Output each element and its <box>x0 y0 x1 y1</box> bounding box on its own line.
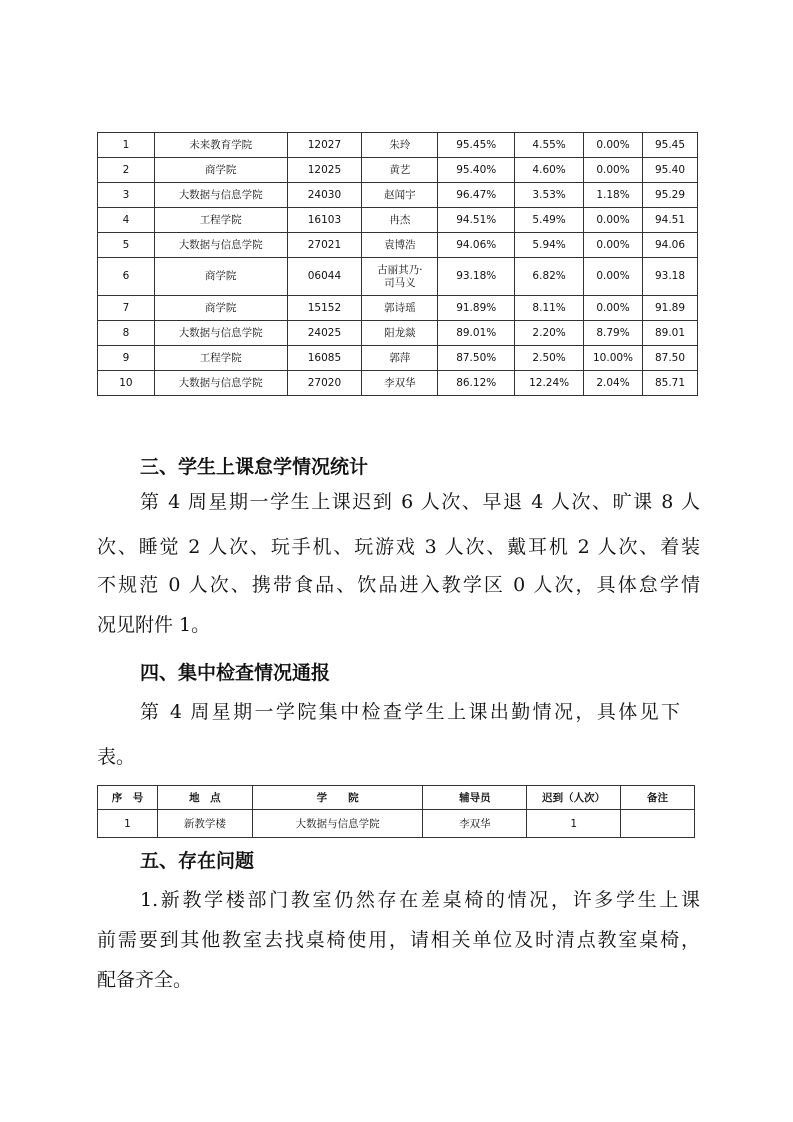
table-cell: 0.00% <box>584 133 643 158</box>
table-cell: 27021 <box>287 233 362 258</box>
table-cell: 0.00% <box>584 296 643 321</box>
table-cell: 95.45 <box>643 133 698 158</box>
table-cell: 未来教育学院 <box>154 133 287 158</box>
section3-line: 第 4 周星期一学生上课迟到 6 人次、早退 4 人次、旷课 8 人 <box>140 491 700 513</box>
table-header-cell: 序 号 <box>98 786 158 810</box>
table-cell: 89.01 <box>643 321 698 346</box>
table-cell: 2.50% <box>515 346 584 371</box>
section3-line: 次、睡觉 2 人次、玩手机、玩游戏 3 人次、戴耳机 2 人次、着装 <box>97 536 700 558</box>
table-cell: 9 <box>98 346 155 371</box>
table-cell: 91.89 <box>643 296 698 321</box>
table-cell: 1 <box>98 810 158 838</box>
table-row <box>98 183 698 208</box>
table-row <box>98 208 698 233</box>
table-header-cell: 辅导员 <box>423 786 527 810</box>
table-cell: 2 <box>98 158 155 183</box>
table-cell: 10.00% <box>584 346 643 371</box>
table-cell: 0.00% <box>584 258 643 296</box>
table-cell: 李双华 <box>362 371 438 396</box>
section3-line: 况见附件 1。 <box>97 614 211 636</box>
table-cell: 12027 <box>287 133 362 158</box>
table-cell: 95.45% <box>438 133 515 158</box>
table-cell: 新教学楼 <box>157 810 252 838</box>
table-cell: 工程学院 <box>154 208 287 233</box>
table-row <box>98 233 698 258</box>
table-cell: 95.29 <box>643 183 698 208</box>
table-cell: 1.18% <box>584 183 643 208</box>
table-cell: 5.49% <box>515 208 584 233</box>
table-cell: 24030 <box>287 183 362 208</box>
table-cell: 大数据与信息学院 <box>154 321 287 346</box>
table-cell: 工程学院 <box>154 346 287 371</box>
table-cell: 87.50 <box>643 346 698 371</box>
table-cell: 5.94% <box>515 233 584 258</box>
table-cell: 95.40 <box>643 158 698 183</box>
section4-line: 表。 <box>97 746 136 768</box>
table-cell: 朱玲 <box>362 133 438 158</box>
table-cell: 95.40% <box>438 158 515 183</box>
table-row <box>98 296 698 321</box>
table-cell: 商学院 <box>154 258 287 296</box>
table-cell: 16085 <box>287 346 362 371</box>
check-table-header-row <box>98 786 695 810</box>
table-row <box>98 321 698 346</box>
table-cell: 大数据与信息学院 <box>154 371 287 396</box>
table-cell: 87.50% <box>438 346 515 371</box>
table-header-cell: 备注 <box>621 786 695 810</box>
table-cell: 0.00% <box>584 158 643 183</box>
table-row <box>98 133 698 158</box>
table-cell: 94.51 <box>643 208 698 233</box>
table-header-cell: 迟到（人次） <box>527 786 621 810</box>
table-row <box>98 158 698 183</box>
section4-heading: 四、集中检查情况通报 <box>140 662 331 684</box>
table-cell: 6.82% <box>515 258 584 296</box>
table-cell: 1 <box>527 810 621 838</box>
table-cell: 10 <box>98 371 155 396</box>
section5-heading: 五、存在问题 <box>140 850 255 872</box>
section3-line: 不规范 0 人次、携带食品、饮品进入教学区 0 人次，具体怠学情 <box>97 574 700 596</box>
table-cell: 3 <box>98 183 155 208</box>
table-row <box>98 810 695 838</box>
table-cell: 24025 <box>287 321 362 346</box>
table-cell: 冉杰 <box>362 208 438 233</box>
table-cell: 8 <box>98 321 155 346</box>
table-cell: 89.01% <box>438 321 515 346</box>
table-cell: 郭萍 <box>362 346 438 371</box>
section3-heading: 三、学生上课怠学情况统计 <box>140 456 369 478</box>
table-cell: 0.00% <box>584 233 643 258</box>
table-cell: 94.51% <box>438 208 515 233</box>
table-cell: 94.06 <box>643 233 698 258</box>
table-cell: 2.04% <box>584 371 643 396</box>
table-row <box>98 371 698 396</box>
table-cell: 3.53% <box>515 183 584 208</box>
table-cell: 1 <box>98 133 155 158</box>
table-row <box>98 258 698 296</box>
table-cell: 91.89% <box>438 296 515 321</box>
table-cell: 李双华 <box>423 810 527 838</box>
table-cell: 古丽其乃·司马义 <box>362 258 438 296</box>
table-cell: 6 <box>98 258 155 296</box>
table-cell: 8.11% <box>515 296 584 321</box>
table-header-cell: 地 点 <box>157 786 252 810</box>
table-cell: 4.60% <box>515 158 584 183</box>
section4-line: 第 4 周星期一学院集中检查学生上课出勤情况，具体见下 <box>140 701 680 723</box>
table-cell: 郭诗瑶 <box>362 296 438 321</box>
table-cell: 7 <box>98 296 155 321</box>
table-cell: 12.24% <box>515 371 584 396</box>
section5-line: 1.新教学楼部门教室仍然存在差桌椅的情况，许多学生上课 <box>140 889 700 911</box>
table-cell: 86.12% <box>438 371 515 396</box>
section5-line: 前需要到其他教室去找桌椅使用，请相关单位及时清点教室桌椅， <box>97 929 700 951</box>
table-cell: 2.20% <box>515 321 584 346</box>
table-cell: 袁博浩 <box>362 233 438 258</box>
table-cell: 93.18% <box>438 258 515 296</box>
table-cell: 黄艺 <box>362 158 438 183</box>
centralized-check-table <box>97 785 695 838</box>
table-cell: 06044 <box>287 258 362 296</box>
table-cell: 4 <box>98 208 155 233</box>
table-cell: 赵闻宇 <box>362 183 438 208</box>
table-cell: 93.18 <box>643 258 698 296</box>
check-table-body <box>98 810 695 838</box>
section5-line: 配备齐全。 <box>97 969 193 991</box>
table-cell: 85.71 <box>643 371 698 396</box>
table-cell: 大数据与信息学院 <box>252 810 423 838</box>
table-cell: 大数据与信息学院 <box>154 233 287 258</box>
table-row <box>98 346 698 371</box>
table-cell: 12025 <box>287 158 362 183</box>
table-cell: 4.55% <box>515 133 584 158</box>
table-cell: 5 <box>98 233 155 258</box>
ranking-table-body <box>98 133 698 396</box>
table-cell: 阳龙燚 <box>362 321 438 346</box>
table-cell: 商学院 <box>154 296 287 321</box>
table-cell: 0.00% <box>584 208 643 233</box>
table-cell: 27020 <box>287 371 362 396</box>
table-header-cell: 学 院 <box>252 786 423 810</box>
table-cell: 16103 <box>287 208 362 233</box>
table-cell: 商学院 <box>154 158 287 183</box>
table-cell: 94.06% <box>438 233 515 258</box>
table-cell: 15152 <box>287 296 362 321</box>
table-cell: 96.47% <box>438 183 515 208</box>
attendance-ranking-table <box>97 132 698 396</box>
table-cell: 8.79% <box>584 321 643 346</box>
table-cell <box>621 810 695 838</box>
table-cell: 大数据与信息学院 <box>154 183 287 208</box>
